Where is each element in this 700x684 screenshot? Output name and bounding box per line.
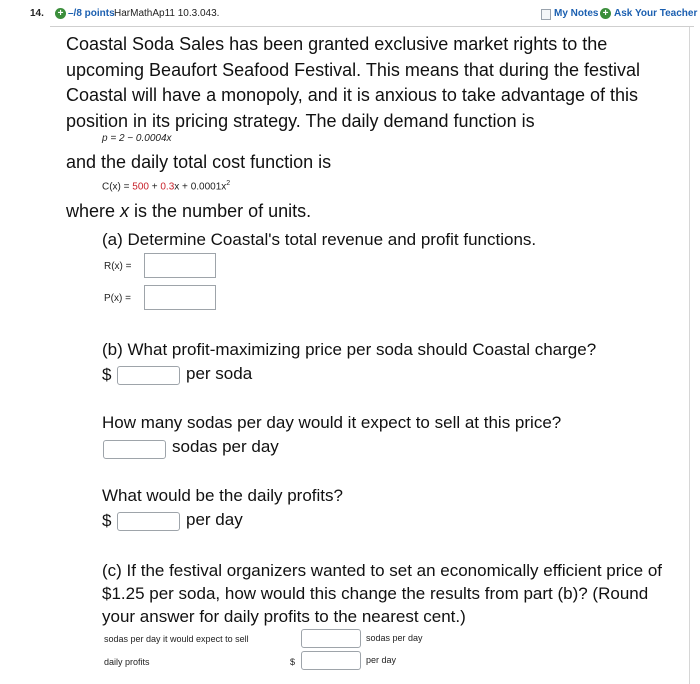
part-b-prompt: (b) What profit-maximizing price per soda should Coastal charge?	[102, 340, 597, 359]
daily-profit-input[interactable]	[117, 512, 180, 531]
quantity-input[interactable]	[103, 440, 166, 459]
cost-lhs: C(x) =	[102, 181, 133, 193]
cost-quad-coef: 0.0001	[190, 181, 222, 193]
expand-plus-icon[interactable]: +	[55, 8, 66, 19]
cost-constant: 500	[132, 181, 149, 193]
price-dollar-sign: $	[102, 365, 112, 384]
cost-equation	[102, 180, 230, 192]
ask-plus-icon[interactable]: +	[600, 8, 611, 19]
cost-x: x +	[174, 181, 191, 193]
part-a-prompt: (a) Determine Coastal's total revenue and profit functions.	[102, 230, 537, 249]
efficient-profit-dollar: $	[290, 657, 296, 667]
where-pre: where	[66, 201, 121, 221]
profit-unit: per day	[186, 510, 243, 529]
cost-exponent: 2	[226, 180, 231, 187]
points-label: –/8 points	[68, 8, 115, 19]
my-notes-link[interactable]: My Notes	[554, 8, 599, 19]
ask-teacher-link[interactable]: Ask Your Teacher	[614, 8, 698, 19]
profit-function-label: P(x) =	[104, 293, 131, 304]
efficient-profit-unit: per day	[366, 655, 397, 665]
problem-code: HarMathAp11 10.3.043.	[114, 8, 220, 19]
quantity-unit: sodas per day	[172, 437, 279, 456]
part-c-prompt: (c) If the festival organizers wanted to set an economically efficient price of $1.25 per soda, how would this change the results from part (b)? (Round your answer for daily profits to the nearest cent.)	[102, 561, 663, 626]
cost-plus: +	[148, 181, 161, 193]
question-number: 14.	[30, 8, 44, 19]
price-input[interactable]	[117, 366, 180, 385]
quantity-prompt: How many sodas per day would it expect to sell at this price?	[102, 413, 562, 432]
revenue-input[interactable]	[144, 253, 216, 278]
where-var: x	[120, 201, 130, 221]
profit-dollar-sign: $	[102, 511, 112, 530]
sodas-unit: sodas per day	[366, 633, 423, 643]
problem-intro: Coastal Soda Sales has been granted exclusive market rights to the upcoming Beaufort Seafood Festival. This means that during the festival Coastal will have a monopoly, and it is anxious to take advantage of this position in its pricing strategy. The daily demand function is	[66, 34, 640, 131]
revenue-label: R(x) =	[104, 261, 132, 272]
efficient-profit-input[interactable]	[301, 651, 361, 670]
sodas-label: sodas per day it would expect to sell	[104, 634, 249, 644]
right-border	[689, 27, 690, 684]
cost-intro: and the daily total cost function is	[66, 152, 332, 172]
efficient-sodas-input[interactable]	[301, 629, 361, 648]
price-unit: per soda	[186, 364, 253, 383]
cost-x2: x	[221, 181, 227, 193]
daily-profits-label: daily profits	[104, 657, 150, 667]
daily-profit-prompt: What would be the daily profits?	[102, 486, 343, 505]
demand-eq-text: p = 2 − 0.0004x	[102, 133, 172, 144]
where-text	[66, 201, 311, 222]
notes-checkbox-icon[interactable]	[541, 9, 551, 20]
cost-linear-coef: 0.3	[160, 181, 175, 193]
profit-function-input[interactable]	[144, 285, 216, 310]
where-post: is the number of units.	[129, 201, 312, 221]
header-divider	[50, 26, 694, 27]
demand-equation	[102, 133, 172, 144]
